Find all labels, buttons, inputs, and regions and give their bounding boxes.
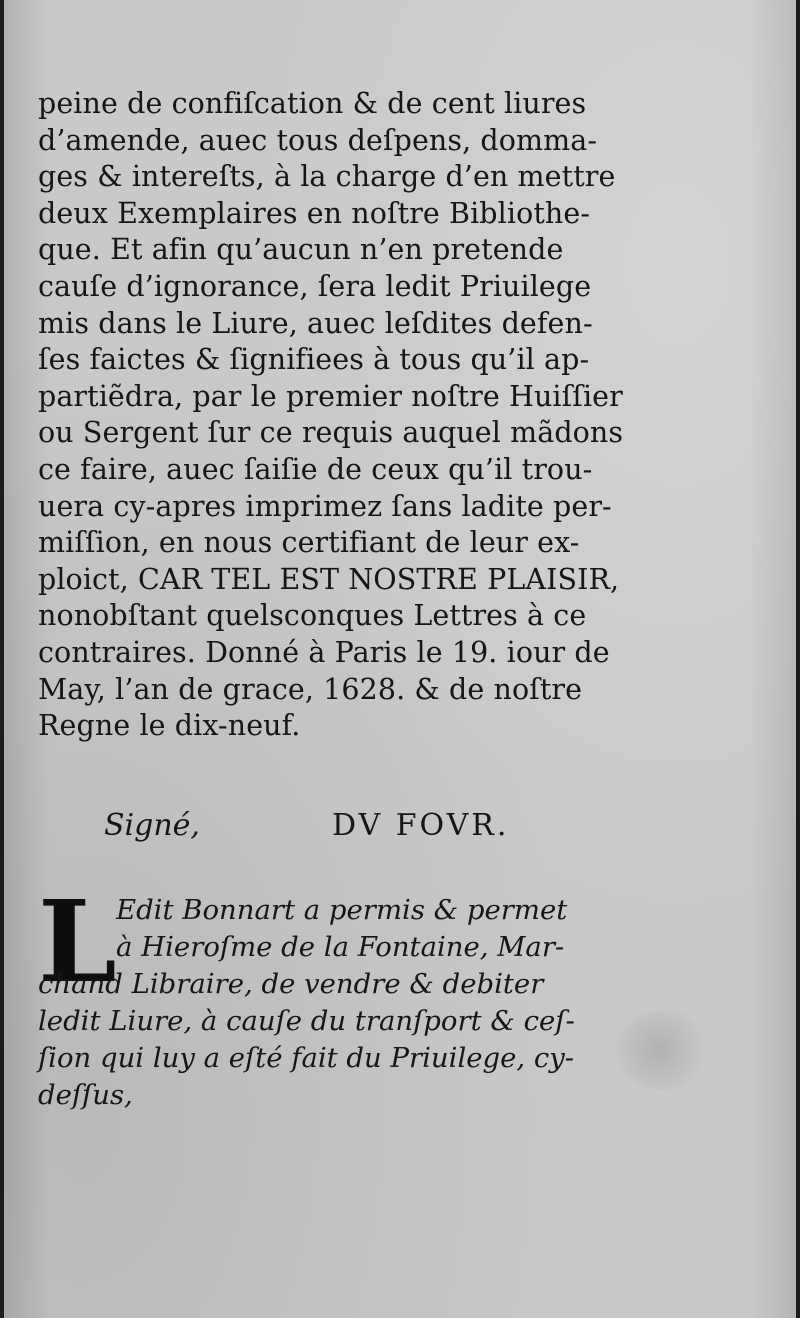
text-line: mis dans le Liure, auec leſdites defen- xyxy=(38,306,593,340)
text-line: cauſe d’ignorance, ſera ledit Priuilege xyxy=(38,269,592,303)
privilege-text xyxy=(38,86,624,745)
note-line: deſſus, xyxy=(38,1079,133,1111)
text-line: miſſion, en nous certifiant de leur ex- xyxy=(38,526,580,560)
text-line: Regne le dix-neuf. xyxy=(38,709,301,743)
text-line: ou Sergent ſur ce requis auquel mãdons xyxy=(38,416,624,450)
text-line: deux Exemplaires en noſtre Bibliothe- xyxy=(38,196,591,230)
drop-cap-letter: L xyxy=(38,877,117,1008)
signer-name: DV FOVR. xyxy=(332,808,510,843)
text-line: ploict, CAR TEL EST NOSTRE PLAISIR, xyxy=(38,562,620,596)
note-line: ſion qui luy a eſté fait du Priuilege, cy- xyxy=(38,1042,575,1074)
note-line: à Hieroſme de la Fontaine, Mar- xyxy=(116,931,565,963)
text-line: contraires. Donné à Paris le 19. iour de xyxy=(38,635,610,669)
text-line: May, l’an de grace, 1628. & de noſtre xyxy=(38,672,583,706)
note-line: chand Libraire, de vendre & debiter xyxy=(38,968,544,1000)
signed-label: Signé, xyxy=(104,808,200,843)
text-line: peine de confiſcation & de cent liures xyxy=(38,87,587,120)
text-line: partiẽdra, par le premier noſtre Huiſſier xyxy=(38,379,623,413)
paper-stain xyxy=(616,1010,711,1090)
text-line: ſes faictes & ſignifiees à tous qu’il ap- xyxy=(38,343,590,377)
signature-block xyxy=(104,808,564,858)
text-line: nonobſtant quelsconques Lettres à ce xyxy=(38,599,587,633)
text-line: ges & intereſts, à la charge d’en mettre xyxy=(38,160,616,194)
note-line: ledit Liure, à cauſe du tranſport & ceſ- xyxy=(38,1005,575,1037)
book-page xyxy=(4,0,796,1318)
text-line: que. Et afin qu’aucun n’en pretende xyxy=(38,233,564,267)
text-line: d’amende, auec tous deſpens, domma- xyxy=(38,123,598,157)
text-line: uera cy-apres imprimez ſans ladite per- xyxy=(38,489,612,523)
note-line: Edit Bonnart a permis & permet xyxy=(116,894,568,926)
text-line: ce faire, auec ſaiſie de ceux qu’il trou- xyxy=(38,452,593,486)
